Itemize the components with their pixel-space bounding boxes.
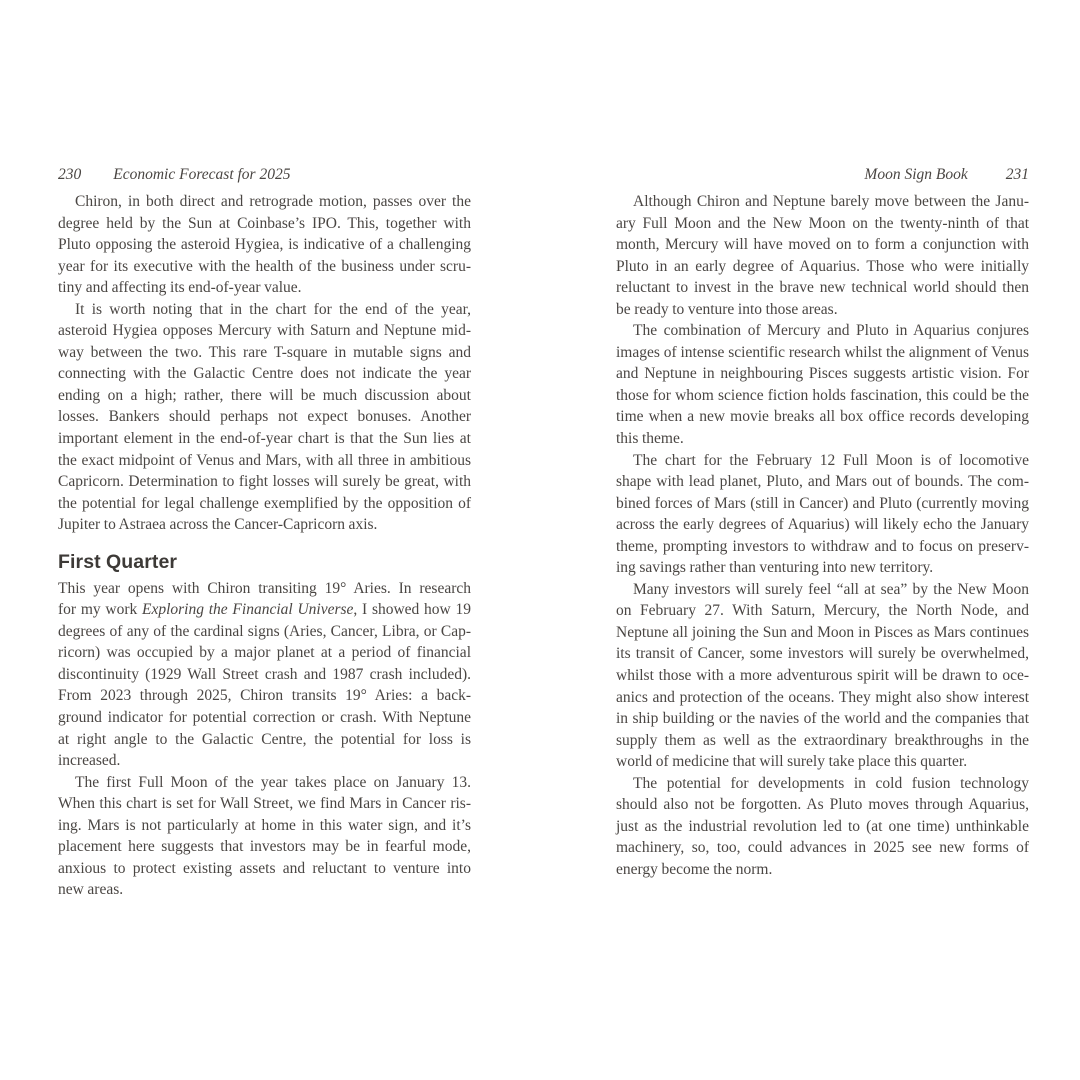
text-line: ary Full Moon and the New Moon on the twenty-ninth of that (616, 214, 1029, 232)
running-head-title-left: Economic Forecast for 2025 (113, 166, 291, 183)
text-line: degree held by the Sun at Coinbase’s IPO. This, together with (58, 214, 471, 232)
text-line: the potential for legal challenge exemplified by the opposition of (58, 494, 471, 512)
text-line: time when a new movie breaks all box office records developing (616, 408, 1029, 426)
text-line: The first Full Moon of the year takes place on January 13. (75, 773, 471, 791)
page-body-right (616, 191, 1029, 881)
text-line: Capricorn. Determination to fight losses will surely be great, with (58, 473, 471, 491)
running-header-right (616, 166, 1029, 184)
text-line: be ready to venture into those areas. (616, 300, 838, 318)
text-line: energy become the norm. (616, 860, 773, 878)
text-line: This year opens with Chiron transiting 19° Aries. In research (58, 579, 471, 597)
text-line: From 2023 through 2025, Chiron transits 19° Aries: a back- (58, 687, 471, 705)
text-line: Pluto opposing the asteroid Hygiea, is indicative of a challenging (58, 236, 471, 254)
text-line: its transit of Cancer, some investors will surely be overwhelmed, (616, 645, 1029, 663)
text-line: year for its executive with the health of the business under scru- (58, 257, 471, 275)
text-line: anics and protection of the oceans. They might also show interest (616, 688, 1029, 706)
paragraph (616, 773, 1029, 881)
text-line: the exact midpoint of Venus and Mars, with all three in ambitious (58, 451, 471, 469)
text-line: The chart for the February 12 Full Moon is of locomotive (633, 451, 1029, 469)
text-line: It is worth noting that in the chart for the end of the year, (75, 300, 471, 318)
page-left (58, 0, 471, 1080)
text-line: in ship building or the navies of the world and the companies that (616, 710, 1029, 728)
paragraph (616, 450, 1029, 579)
page-number-left: 230 (58, 166, 82, 183)
text-line: shape with lead planet, Pluto, and Mars out of bounds. The com- (616, 473, 1029, 491)
text-line: new areas. (58, 881, 124, 899)
text-line: this theme. (616, 430, 684, 448)
text-line: ground indicator for potential correction or crash. With Neptune (58, 709, 471, 727)
text-line: anxious to protect existing assets and reluctant to venture into (58, 859, 471, 877)
text-line: increased. (58, 752, 121, 770)
paragraph (58, 191, 471, 299)
paragraph (58, 772, 471, 901)
text-line: across the early degrees of Aquarius) will likely echo the January (616, 516, 1029, 534)
text-line: losses. Bankers should perhaps not expect bonuses. Another (58, 408, 471, 426)
text-line: Many investors will surely feel “all at sea” by the New Moon (633, 580, 1029, 598)
text-line: on February 27. With Saturn, Mercury, the North Node, and (616, 602, 1029, 620)
text-line: world of medicine that will surely take place this quarter. (616, 753, 968, 771)
text-line: The combination of Mercury and Pluto in Aquarius conjures (633, 322, 1029, 340)
paragraph (616, 579, 1029, 773)
text-line: reluctant to invest in the brave new technical world should then (616, 279, 1029, 297)
text-line: ricorn) was occupied by a major planet at a period of financial (58, 644, 471, 662)
text-line: important element in the end-of-year chart is that the Sun lies at (58, 430, 471, 448)
text-line: Pluto in an early degree of Aquarius. Those who were initially (616, 257, 1029, 275)
text-line: Chiron, in both direct and retrograde motion, passes over the (75, 193, 471, 210)
text-line: ending on a high; rather, there will be much discussion about (58, 386, 471, 404)
text-line: placement here suggests that investors may be in fearful mode, (58, 838, 471, 856)
text-line: at right angle to the Galactic Centre, the potential for loss is (58, 730, 471, 748)
text-line: those for whom science fiction holds fascination, this could be the (616, 386, 1029, 404)
text-line: should also not be forgotten. As Pluto moves through Aquarius, (616, 796, 1029, 814)
text-line: whilst those with a more adventurous spirit will be drawn to oce- (616, 667, 1029, 685)
text-line: When this chart is set for Wall Street, we find Mars in Cancer ris- (58, 795, 471, 813)
text-line: way between the two. This rare T-square in mutable signs and (58, 343, 471, 361)
text-line: for my work Exploring the Financial Universe, I showed how 19 (58, 601, 471, 619)
text-line: Although Chiron and Neptune barely move between the Janu- (633, 193, 1029, 210)
text-line: degrees of any of the cardinal signs (Aries, Cancer, Libra, or Cap- (58, 622, 471, 640)
text-line: and Neptune in neighbouring Pisces suggests artistic vision. For (616, 365, 1029, 383)
text-line: discontinuity (1929 Wall Street crash and 1987 crash included). (58, 665, 471, 683)
text-line: ing savings rather than venturing into new territory. (616, 559, 934, 577)
running-head-title-right: Moon Sign Book (864, 166, 968, 183)
text-line: just as the industrial revolution led to (at one time) unthinkable (616, 817, 1029, 835)
text-line: month, Mercury will have moved on to form a conjunction with (616, 236, 1029, 254)
page-number-right: 231 (1005, 166, 1029, 183)
text-line: machinery, so, too, could advances in 2025 see new forms of (616, 839, 1029, 857)
text-line: Neptune all joining the Sun and Moon in Pisces as Mars continues (616, 623, 1029, 641)
text-line: Jupiter to Astraea across the Cancer-Capricorn axis. (58, 516, 378, 534)
paragraph (616, 320, 1029, 449)
paragraph (58, 299, 471, 536)
text-line: ing. Mars is not particularly at home in this water sign, and it’s (58, 816, 471, 834)
section-heading: First Quarter (58, 550, 178, 573)
text-line: bined forces of Mars (still in Cancer) and Pluto (currently moving (616, 494, 1029, 512)
text-line: theme, prompting investors to withdraw and to focus on preserv- (616, 537, 1029, 555)
text-line: images of intense scientific research whilst the alignment of Venus (616, 343, 1029, 361)
text-line: asteroid Hygiea opposes Mercury with Saturn and Neptune mid- (58, 322, 471, 340)
text-line: The potential for developments in cold fusion technology (633, 774, 1029, 792)
paragraph (58, 578, 471, 772)
page-right (616, 0, 1029, 1080)
text-line: tiny and affecting its end-of-year value. (58, 279, 302, 297)
text-line: connecting with the Galactic Centre does not indicate the year (58, 365, 471, 383)
running-header-left (58, 166, 471, 184)
text-line: supply them as well as the extraordinary breakthroughs in the (616, 731, 1029, 749)
page-body-left (58, 191, 471, 901)
paragraph (616, 191, 1029, 320)
